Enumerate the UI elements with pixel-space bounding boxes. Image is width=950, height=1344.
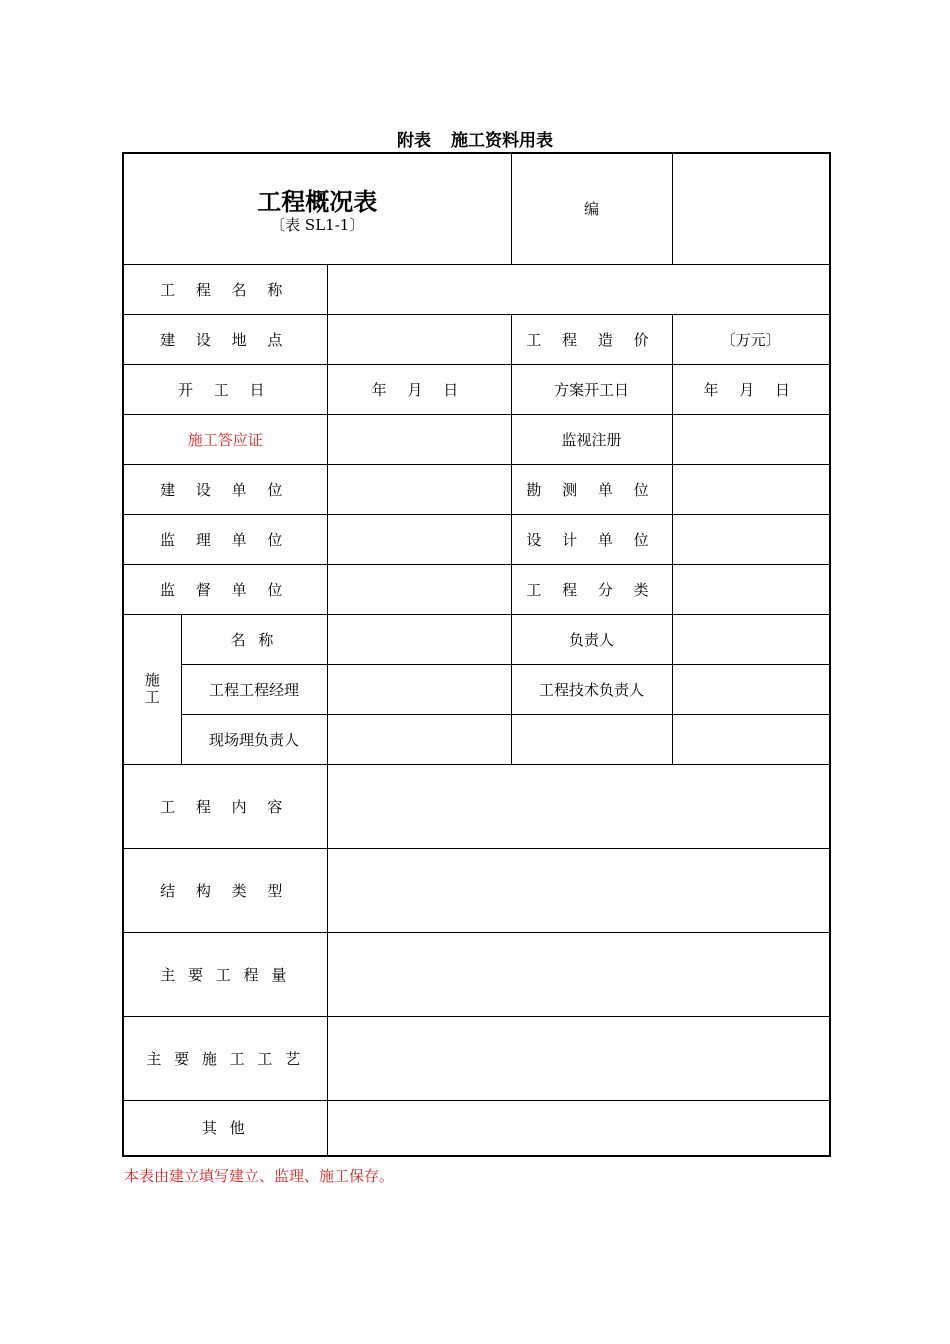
- cost-label: 工 程 造 价: [511, 314, 672, 364]
- table-row: [123, 848, 830, 932]
- footer-note: 本表由建立填写建立、监理、施工保存。: [124, 1167, 395, 1185]
- table-row: [123, 1100, 830, 1156]
- table-row: [123, 614, 830, 664]
- project-overview-table: [122, 152, 831, 1157]
- location-label: 建 设 地 点: [123, 314, 327, 364]
- monitor-register-field[interactable]: [672, 414, 830, 464]
- content-field[interactable]: [327, 764, 830, 848]
- table-row: [123, 514, 830, 564]
- cost-field[interactable]: 〔万元〕: [672, 314, 830, 364]
- tech-lead-label: 工程技术负责人: [511, 664, 672, 714]
- design-unit-field[interactable]: [672, 514, 830, 564]
- site-lead-field[interactable]: [327, 714, 511, 764]
- design-unit-label: 设 计 单 位: [511, 514, 672, 564]
- bian-label: 编: [511, 153, 672, 264]
- contractor-name-field[interactable]: [327, 614, 511, 664]
- responsible-field[interactable]: [672, 614, 830, 664]
- table-row: [123, 714, 830, 764]
- permit-label: 施工答应证: [123, 414, 327, 464]
- table-row: [123, 664, 830, 714]
- project-class-field[interactable]: [672, 564, 830, 614]
- monitor-register-label: 监视注册: [511, 414, 672, 464]
- start-date-label: 开 工 日: [123, 364, 327, 414]
- structure-label: 结 构 类 型: [123, 848, 327, 932]
- project-name-label: 工 程 名 称: [123, 264, 327, 314]
- oversight-unit-label: 监 督 单 位: [123, 564, 327, 614]
- other-label: 其 他: [123, 1100, 327, 1156]
- construction-group-label: [123, 614, 181, 764]
- table-row: [123, 564, 830, 614]
- survey-unit-label: 勘 测 单 位: [511, 464, 672, 514]
- tech-lead-field[interactable]: [672, 664, 830, 714]
- permit-field[interactable]: [327, 414, 511, 464]
- form-code: 〔表 SL1-1〕: [270, 215, 365, 234]
- survey-unit-field[interactable]: [672, 464, 830, 514]
- page-header: [0, 126, 950, 151]
- oversight-unit-field[interactable]: [327, 564, 511, 614]
- construction-group-text: 施工: [144, 671, 160, 706]
- responsible-label: 负责人: [511, 614, 672, 664]
- planned-start-field[interactable]: 年 月 日: [672, 364, 830, 414]
- site-lead-label: 现场理负责人: [181, 714, 327, 764]
- project-manager-label: 工程工程经理: [181, 664, 327, 714]
- table-row: [123, 764, 830, 848]
- start-date-field[interactable]: 年 月 日: [327, 364, 511, 414]
- quantities-field[interactable]: [327, 932, 830, 1016]
- planned-start-label: 方案开工日: [511, 364, 672, 414]
- table-row: [123, 932, 830, 1016]
- owner-unit-field[interactable]: [327, 464, 511, 514]
- table-row: [123, 364, 830, 414]
- project-class-label: 工 程 分 类: [511, 564, 672, 614]
- table-row: [123, 314, 830, 364]
- header-title: 施工资料用表: [451, 131, 553, 151]
- owner-unit-label: 建 设 单 位: [123, 464, 327, 514]
- contractor-name-label: 名 称: [181, 614, 327, 664]
- blank-cell[interactable]: [672, 714, 830, 764]
- other-field[interactable]: [327, 1100, 830, 1156]
- header-label: 附表: [397, 131, 431, 151]
- table-row: [123, 464, 830, 514]
- location-field[interactable]: [327, 314, 511, 364]
- structure-field[interactable]: [327, 848, 830, 932]
- title-row: [123, 153, 830, 264]
- content-label: 工 程 内 容: [123, 764, 327, 848]
- supervision-unit-field[interactable]: [327, 514, 511, 564]
- table-row: [123, 414, 830, 464]
- form-title: 工程概况表: [257, 187, 378, 216]
- title-cell: [123, 153, 511, 264]
- supervision-unit-label: 监 理 单 位: [123, 514, 327, 564]
- project-name-field[interactable]: [327, 264, 830, 314]
- project-manager-field[interactable]: [327, 664, 511, 714]
- bian-value-field[interactable]: [672, 153, 830, 264]
- table-row: [123, 1016, 830, 1100]
- process-label: 主 要 施 工 工 艺: [123, 1016, 327, 1100]
- table-row: [123, 264, 830, 314]
- quantities-label: 主 要 工 程 量: [123, 932, 327, 1016]
- process-field[interactable]: [327, 1016, 830, 1100]
- blank-cell[interactable]: [511, 714, 672, 764]
